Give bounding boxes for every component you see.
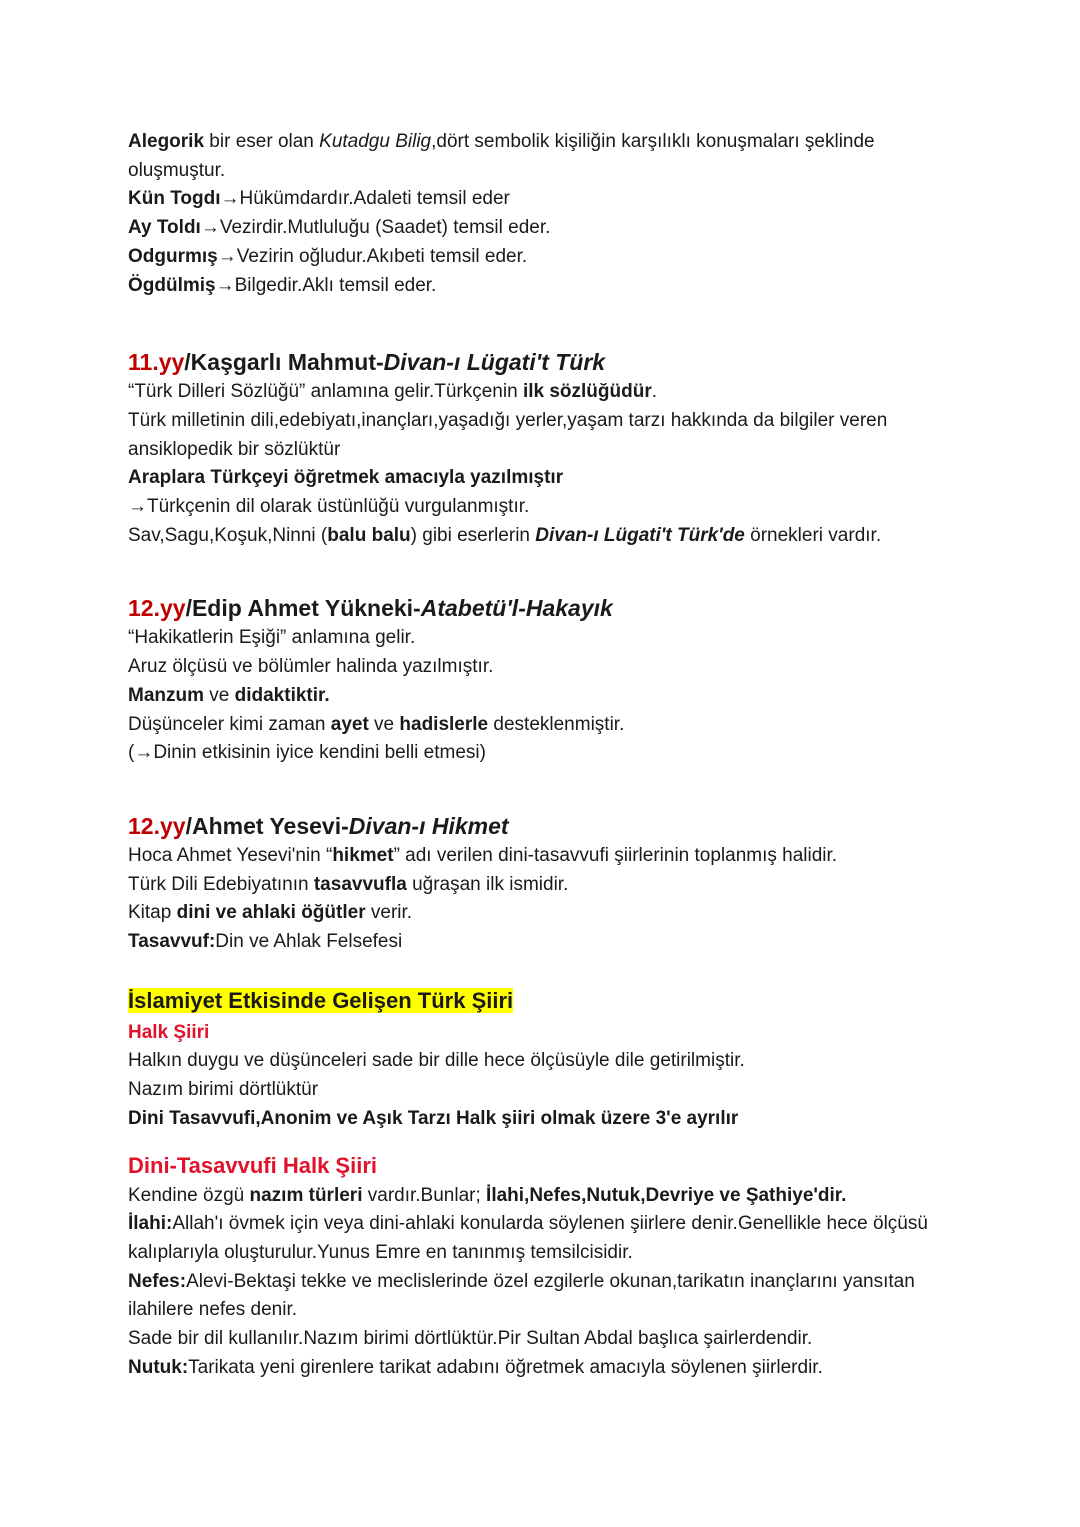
subheading-dini-tasavvufi: Dini-Tasavvufi Halk Şiiri [128,1152,378,1178]
character-name: Ögdülmiş [128,274,216,296]
paragraph [128,1182,958,1211]
paragraph [128,899,958,928]
paragraph: Halkın duygu ve düşünceleri sade bir dille hece ölçüsüyle dile getirilmiştir. [128,1050,745,1072]
character-desc: Vezirdir.Mutluluğu (Saadet) temsil eder. [219,217,551,239]
text: Hoca Ahmet Yesevi'nin “ [128,844,333,866]
arrow-icon: → [217,245,237,267]
paragraph: Türk milletinin dili,edebiyatı,inançları,yaşadığı yerler,yaşam tarzı hakkında da bilgiler veren ansiklopedik bir sözlüktür [128,409,888,460]
paragraph: Nazım birimi dörtlüktür [128,1079,319,1101]
paragraph [128,1210,958,1267]
work-title: Kutadgu Bilig [319,131,432,152]
text: Kitap [128,902,177,924]
character-desc: Hükümdardır.Adaleti temsil eder [239,188,510,210]
author-name: /Edip Ahmet Yükneki- [185,595,421,622]
author-name: /Kaşgarlı Mahmut- [184,349,384,376]
arrow-icon: → [220,188,240,210]
highlighted-title: İslamiyet Etkisinde Gelişen Türk Şiiri [128,987,514,1013]
work-title: Divan-ı Lügati't Türk [383,349,606,376]
section-heading-yukneki [128,592,958,624]
work-title: Divan-ı Hikmet [348,812,509,839]
character-line [128,214,958,243]
text: Kendine özgü [128,1184,250,1206]
century-label: 12.yy [128,812,186,839]
paragraph: “Hakikatlerin Eşiği” anlamına gelir. [128,627,416,649]
subheading-halk-siiri: Halk Şiiri [128,1021,210,1043]
text: Tarikata yeni girenlere tarikat adabını öğretmek amacıyla söylenen şiirlerdir. [188,1356,823,1378]
paragraph [128,378,958,407]
paragraph [128,1354,958,1383]
text: Türk Dili Edebiyatının [128,873,314,895]
kutadgu-intro [128,128,958,185]
paragraph [128,928,958,957]
arrow-icon: → [200,217,220,239]
paragraph-bold [128,464,958,493]
character-name: Odgurmış [128,245,218,267]
text: ve [368,713,400,735]
emphasis: tasavvufla [313,873,407,895]
paragraph: (→Dinin etkisinin iyice kendini belli etmesi) [128,742,486,764]
emphasis: ayet [330,713,369,735]
emphasis: hadislerle [399,713,489,735]
text: “Türk Dilleri Sözlüğü” anlamına gelir.Türkçenin [128,381,523,403]
section-heading-yesevi [128,810,958,842]
text: uğraşan ilk ismidir. [406,873,569,895]
paragraph: →Türkçenin dil olarak üstünlüğü vurgulanmıştır. [128,496,530,518]
character-desc: Vezirin oğludur.Akıbeti temsil eder. [236,245,528,267]
text: ” adı verilen dini-tasavvufi şiirlerinin toplanmış halidir. [393,844,838,866]
text: Sav,Sagu,Koşuk,Ninni ( [128,524,328,546]
term: İlahi: [128,1213,173,1235]
paragraph-bold [128,1105,958,1134]
section-heading-kasgarli [128,346,958,378]
text: Din ve Ahlak Felsefesi [215,931,403,953]
text: ) gibi eserlerin [410,524,536,546]
paragraph [128,1268,958,1325]
emphasis: Araplara Türkçeyi öğretmek amacıyla yazılmıştır [128,467,564,489]
text: bir eser olan [204,131,320,152]
term: Nefes: [128,1270,187,1292]
text: vardır.Bunlar; [362,1184,487,1206]
term: Tasavvuf: [128,931,216,953]
emphasis: dini ve ahlaki öğütler [176,902,366,924]
arrow-icon: → [215,274,235,296]
text: . [651,381,657,403]
emphasis: Manzum [128,684,204,706]
character-name: Kün Togdı [128,188,221,210]
emphasis: Dini Tasavvufi,Anonim ve Aşık Tarzı Halk şiiri olmak üzere 3'e ayrılır [128,1107,739,1129]
paragraph [128,871,958,900]
paragraph [128,711,958,740]
work-title: Atabetü'l-Hakayık [420,595,613,622]
character-line [128,185,958,214]
character-name: Ay Toldı [128,217,201,239]
text: Alevi-Bektaşi tekke ve meclislerinde özel ezgilerle okunan,tarikatın inançlarını yansıtan ilahilere nefes denir. [128,1270,915,1321]
work-title: Divan-ı Lügati't Türk'de [535,524,745,546]
paragraph: Aruz ölçüsü ve bölümler halinda yazılmıştır. [128,656,494,678]
emphasis: İlahi,Nefes,Nutuk,Devriye ve Şathiye'dir. [486,1184,847,1206]
paragraph [128,842,958,871]
emphasis: hikmet [332,844,394,866]
term: Nutuk: [128,1356,189,1378]
paragraph: Sade bir dil kullanılır.Nazım birimi dörtlüktür.Pir Sultan Abdal başlıca şairlerdendir. [128,1328,813,1350]
emphasis: didaktiktir. [234,684,330,706]
section-heading-islamiyet [128,985,958,1019]
author-name: /Ahmet Yesevi- [185,812,349,839]
emphasis: balu balu [327,524,411,546]
text: Düşünceler kimi zaman [128,713,331,735]
emphasis: nazım türleri [249,1184,363,1206]
text: örnekleri vardır. [744,524,882,546]
century-label: 11.yy [128,349,185,376]
character-line [128,243,958,272]
paragraph [128,522,958,551]
emphasis: ilk sözlüğüdür [522,381,652,403]
text: desteklenmiştir. [488,713,625,735]
term-alegorik: Alegorik [128,131,205,152]
text: verir. [365,902,413,924]
text: Allah'ı övmek için veya dini-ahlaki konularda söylenen şiirlere denir.Genellikle hece ölçüsü kalıplarıyla oluşturulur.Yunus Emre en tanınmış temsilcisidir. [128,1213,928,1263]
century-label: 12.yy [128,595,186,622]
character-desc: Bilgedir.Aklı temsil eder. [234,274,437,296]
text: ,dört sembolik kişiliğin karşılıklı konuşmaları şeklinde oluşmuştur. [128,131,875,181]
character-line [128,272,958,301]
text: ve [204,684,235,706]
paragraph [128,682,958,711]
document-body [128,128,958,1383]
